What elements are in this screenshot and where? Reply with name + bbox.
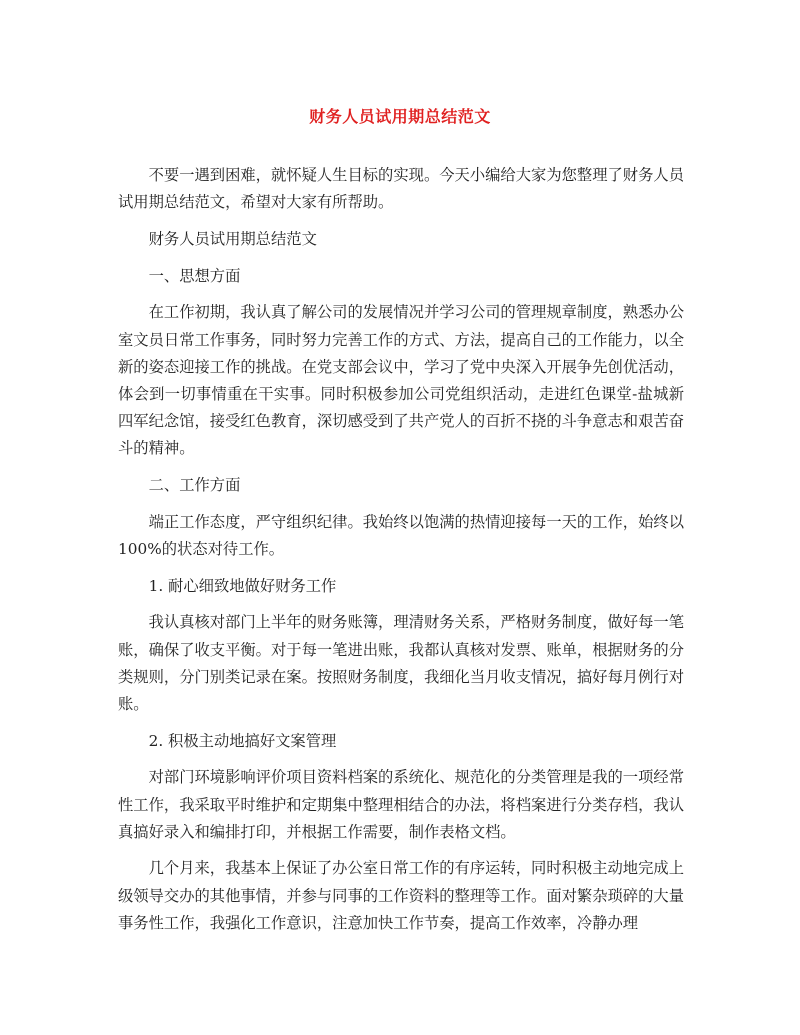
subtitle-paragraph: 财务人员试用期总结范文 [148,229,317,248]
document-title: 财务人员试用期总结范文 [309,107,491,126]
work-attitude-paragraph: 端正工作态度，严守组织纪律。我始终以饱满的热情迎接每一天的工作，始终以 100%的状态对待工作。 [118,512,684,558]
section-heading-work: 二、工作方面 [148,476,241,495]
intro-paragraph: 不要一遇到困难，就怀疑人生目标的实现。今天小编给大家为您整理了财务人员试用期总结范文，希望对大家有所帮助。 [118,166,684,212]
documents-paragraph: 对部门环境影响评价项目资料档案的系统化、规范化的分类管理是我的一项经常性工作，我采取平时维护和定期集中整理相结合的办法，将档案进行分类存档，我认真搞好录入和编排打印，并根据工作需要，制作表格文档。 [118,768,684,841]
subheading-finance: 1. 耐心细致地做好财务工作 [148,576,337,595]
thought-paragraph: 在工作初期，我认真了解公司的发展情况并学习公司的管理规章制度，熟悉办公室文员日常工作事务，同时努力完善工作的方式、方法，提高自己的工作能力，以全新的姿态迎接工作的挑战。在党支部会议中，学习了党中央深入开展争先创优活动，体会到一切事情重在干实事。同时积极参加公司党组织活动，走进红色课堂-盐城新四军纪念馆，接受红色教育，深切感受到了共产党人的百折不挠的斗争意志和艰苦奋斗的精神。 [118,303,684,458]
finance-paragraph: 我认真核对部门上半年的财务账簿，理清财务关系，严格财务制度，做好每一笔账，确保了收支平衡。对于每一笔进出账，我都认真核对发票、账单，根据财务的分类规则，分门别类记录在案。按照财务制度，我细化当月收支情况，搞好每月例行对账。 [118,613,684,713]
document-body [118,162,684,947]
subheading-documents: 2. 积极主动地搞好文案管理 [148,731,337,750]
section-heading-thought: 一、思想方面 [148,266,241,285]
summary-paragraph: 几个月来，我基本上保证了办公室日常工作的有序运转，同时积极主动地完成上级领导交办的其他事情，并参与同事的工作资料的整理等工作。面对繁杂琐碎的大量事务性工作，我强化工作意识，注意加快工作节奏，提高工作效率，冷静办理 [118,859,684,932]
